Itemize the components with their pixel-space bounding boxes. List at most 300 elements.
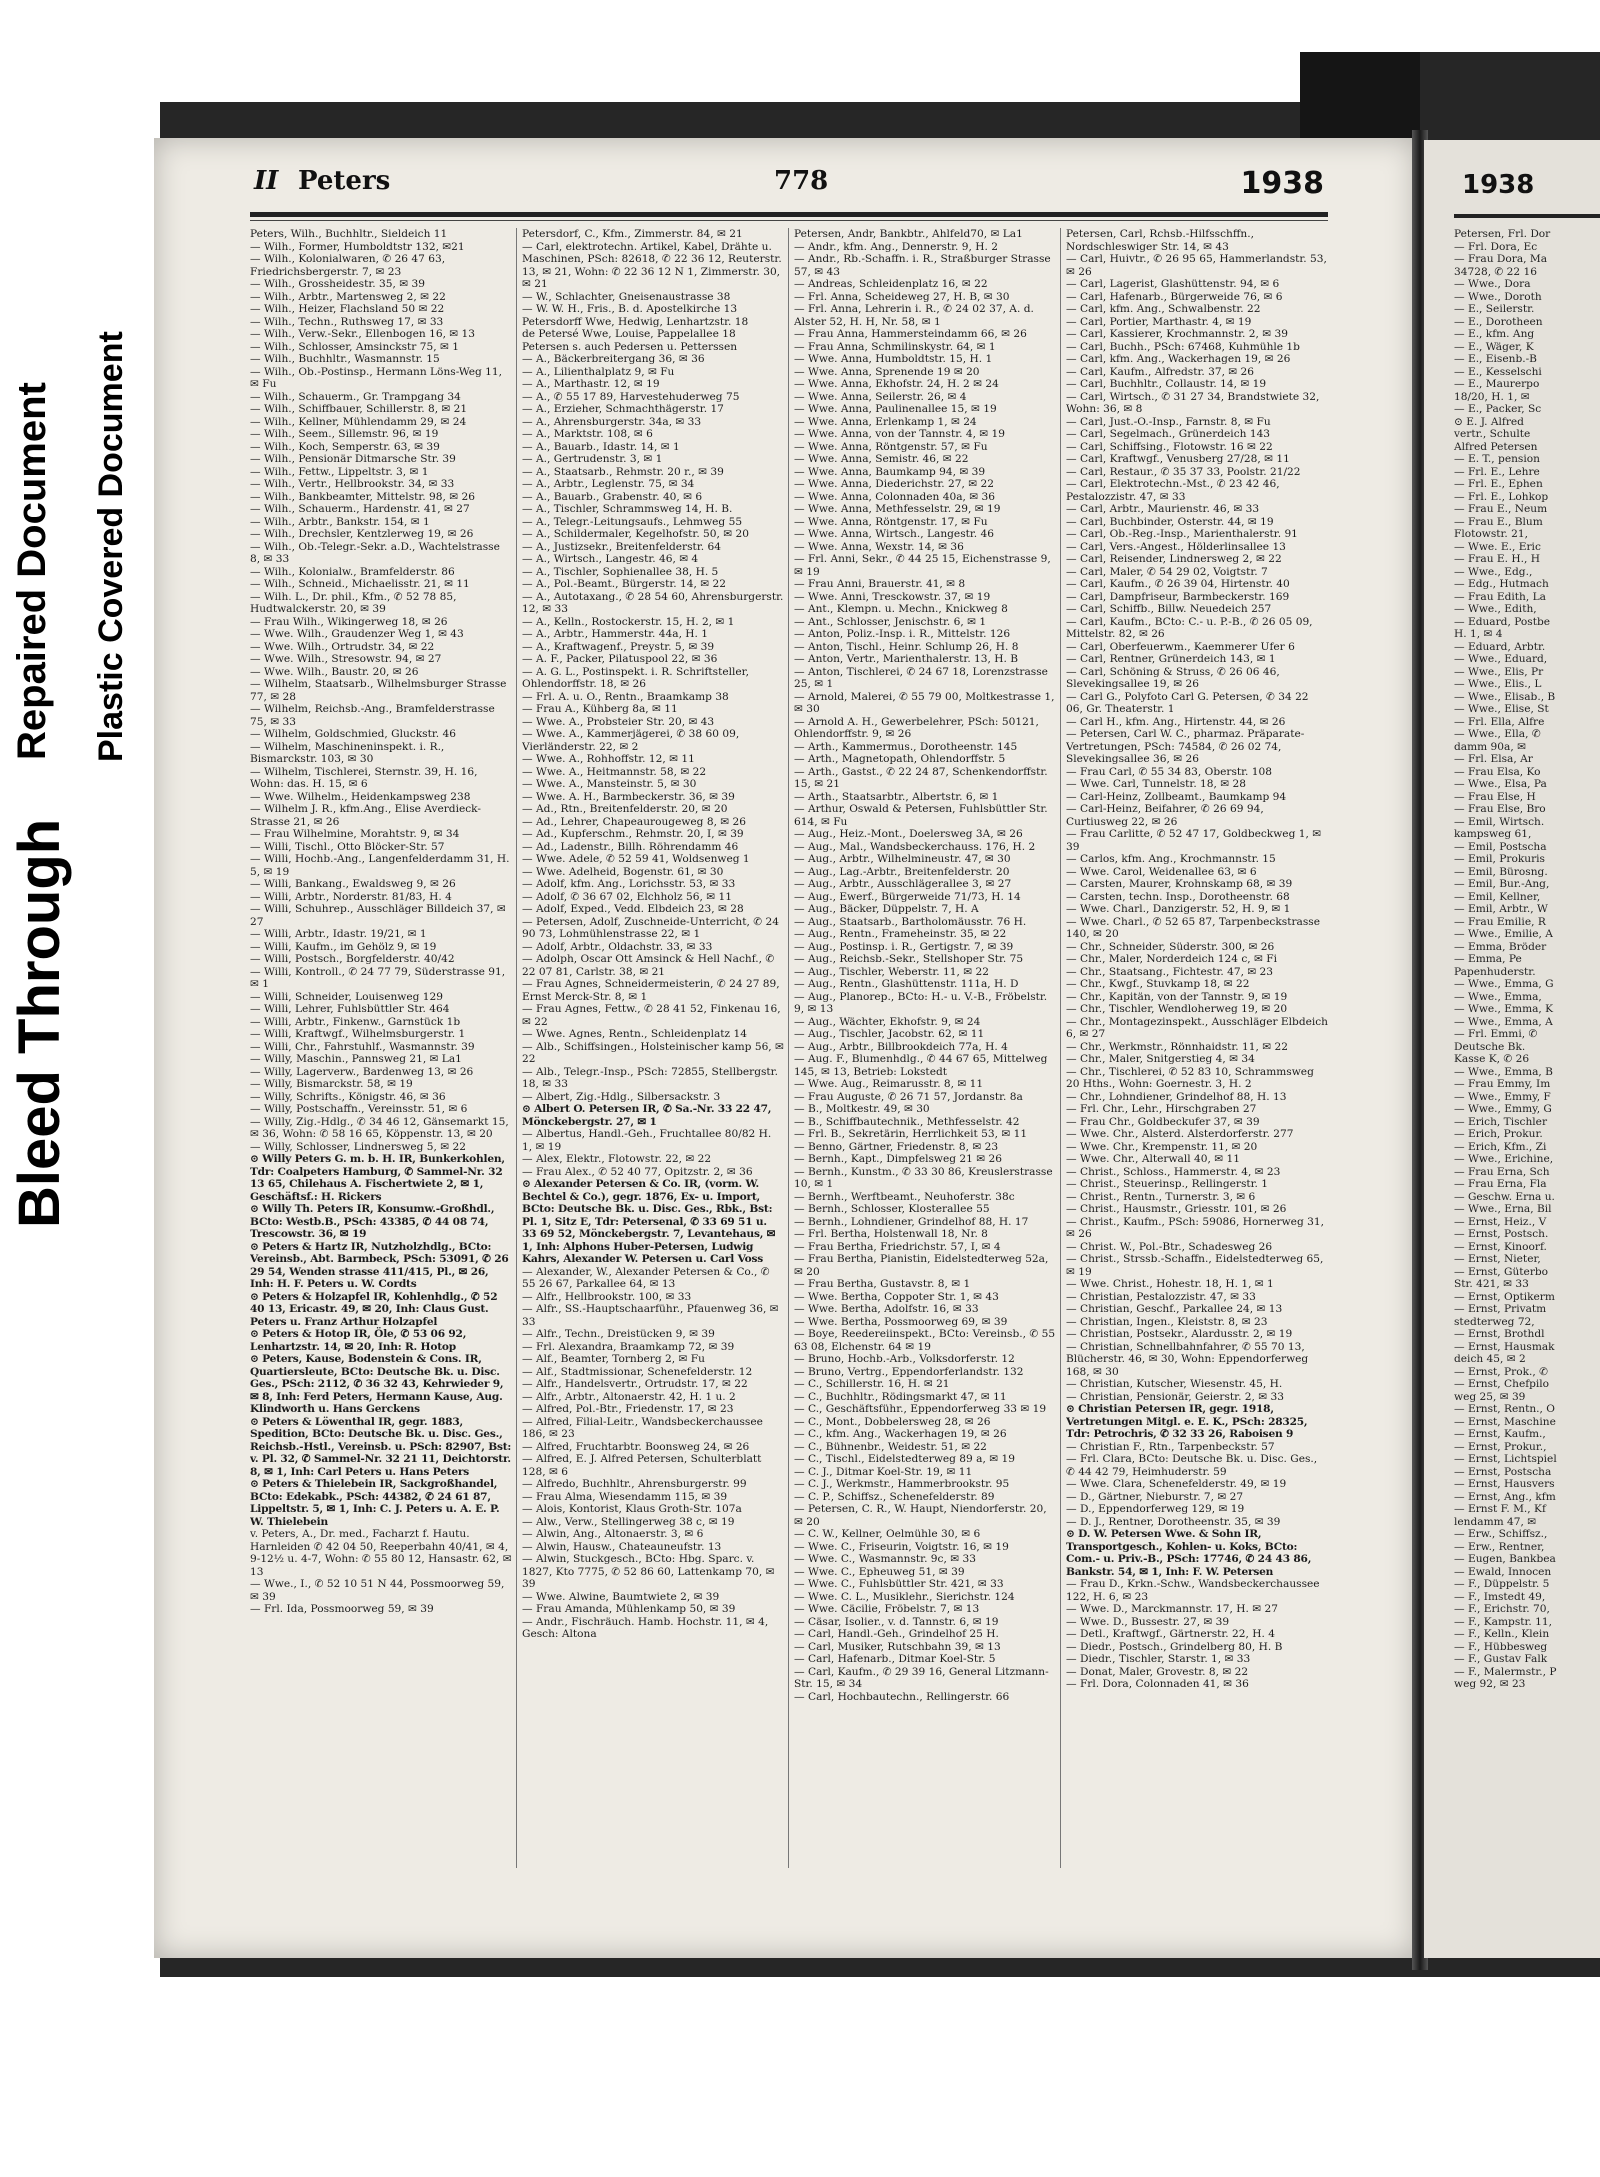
facing-page-entry: — Frau Elsa, Ko xyxy=(1454,765,1541,778)
directory-entry: — Aug., Bäcker, Düppelstr. 7, H. A xyxy=(794,903,979,915)
directory-entry: — Wwe. Wilhelm., Heidenkampsweg 238 xyxy=(250,790,471,803)
directory-entry: — Arthur, Oswald & Petersen, Fuhlsbüttler Str. 614, ✉ Fu xyxy=(794,803,1048,828)
directory-entry: — Carl, Hochbautechn., Rellingerstr. 66 xyxy=(794,1690,1010,1703)
facing-page-entry: — Frl. E., Lehre xyxy=(1454,465,1540,478)
facing-page-entry: — Wwe., Emmy, F xyxy=(1454,1090,1551,1103)
directory-entry: — Frau Agnes, Schneidermeisterin, ✆ 24 27 89, Ernst Merck-Str. 8, ✉ 1 xyxy=(522,978,780,1003)
column-divider xyxy=(788,228,789,1868)
facing-page-entry: — Erich, Kfm., Zi xyxy=(1454,1140,1547,1153)
directory-entry: — Alwin, Stuckgesch., BCto: Hbg. Sparc. v. 1827, Kto 7775, ✆ 52 86 60, Lattenkamp 70, ✉ 39 xyxy=(522,1553,775,1590)
directory-entry: — Carl, Hafenarb., Ditmar Koel-Str. 5 xyxy=(794,1653,996,1665)
directory-entry: — B., Moltkestr. 49, ✉ 30 xyxy=(794,1103,930,1115)
plastic-covered-label: Plastic Covered Document xyxy=(92,331,130,762)
directory-entry: — Chr., Schneider, Süderstr. 300, ✉ 26 xyxy=(1066,940,1275,953)
directory-entry: — Frau Wilh., Wikingerweg 18, ✉ 26 xyxy=(250,615,448,628)
directory-entry: — A. G. L., Postinspekt. i. R. Schriftsteller, Ohlendorffstr. 18, ✉ 26 xyxy=(522,665,749,690)
header-rule-thin xyxy=(250,220,1328,221)
facing-page-entry: — Ernst, Güterbo xyxy=(1454,1265,1549,1278)
directory-entry: Peters, Wilh., Buchhltr., Sieldeich 11 xyxy=(250,228,448,240)
directory-entry: — Wwe. Anna, von der Tannstr. 4, ✉ 19 xyxy=(794,428,1006,440)
column-1 xyxy=(250,228,512,1868)
directory-entry: — Christian, Kutscher, Wiesenstr. 45, H. xyxy=(1066,1378,1283,1390)
directory-entry: — Wwe. Anna, Erlenkamp 1, ✉ 24 xyxy=(794,415,977,428)
directory-entry: — Carlos, kfm. Ang., Krochmannstr. 15 xyxy=(1066,853,1276,865)
directory-entry: — Wilhelm J. R., kfm.Ang., Elise Averdieck-Strasse 21, ✉ 26 xyxy=(250,803,481,828)
directory-entry: — Carl, kfm. Ang., Schwalbenstr. 22 xyxy=(1066,303,1261,315)
section-number: II xyxy=(254,166,279,196)
directory-entry: — Wilh., Heizer, Flachsland 50 ✉ 22 xyxy=(250,303,445,315)
facing-page-entry: — Ernst, Chefpilo xyxy=(1454,1378,1550,1390)
directory-entry: — A., Schildermaler, Kegelhofstr. 50, ✉ 20 xyxy=(522,528,749,540)
facing-page-entry: Petersen, Frl. Dor xyxy=(1454,228,1551,240)
page-number: 778 xyxy=(774,166,829,196)
directory-entry: — A., Bauarb., Idastr. 14, ✉ 1 xyxy=(522,440,680,453)
facing-page-entry: — Wwe., Emma, G xyxy=(1454,978,1554,990)
facing-page-entry: — Ernst, Lichtspiel xyxy=(1454,1453,1557,1465)
directory-entry: — Wwe. Anna, Colonnaden 40a, ✉ 36 xyxy=(794,490,995,503)
directory-entry: — Arth., Kammermus., Dorotheenstr. 145 xyxy=(794,740,1018,753)
directory-entry: — Wilh., Arbtr., Bankstr. 154, ✉ 1 xyxy=(250,515,430,528)
directory-entry: — Anton, Poliz.-Insp. i. R., Mittelstr. 126 xyxy=(794,628,1011,640)
directory-entry: — Bernh., Kapt., Dimpfelsweg 21 ✉ 26 xyxy=(794,1153,1002,1165)
facing-page-entry: — Frl. Ella, Alfre xyxy=(1454,715,1545,728)
directory-entry: — A., Erzieher, Schmachthägerstr. 17 xyxy=(522,403,724,415)
facing-page-entry: — Frl. Elsa, Ar xyxy=(1454,753,1533,765)
directory-entry: — Chr., Tischlerei, ✆ 52 83 10, Schrammsweg 20 Hths., Wohn: Goernestr. 3, H. 2 xyxy=(1066,1065,1314,1090)
facing-page-entry: — Wwe., Dora xyxy=(1454,278,1531,290)
directory-entry: ⊙ Willy Peters G. m. b. H. IR, Bunkerkohlen, Tdr: Coalpeters Hamburg, ✆ Sammel-Nr. 32 13 65, Chilehaus A. Fischertwiete 2, ✉ 1, Geschäftsf.: H. Rickers xyxy=(250,1153,505,1203)
directory-entry: — Anton, Tischl., Heinr. Schlump 26, H. 8 xyxy=(794,640,1019,653)
directory-entry: — Andreas, Schleidenplatz 16, ✉ 22 xyxy=(794,278,988,290)
directory-entry: — Chr., Werkmstr., Rönnhaidstr. 11, ✉ 22 xyxy=(1066,1040,1288,1053)
directory-entry: — Wwe. A. H., Barmbeckerstr. 36, ✉ 39 xyxy=(522,790,735,803)
directory-entry: — Frau Bertha, Friedrichstr. 57, I, ✉ 4 xyxy=(794,1240,1001,1253)
directory-entry: — Wwe. Agnes, Rentn., Schleidenplatz 14 xyxy=(522,1028,747,1040)
directory-entry: — Wilh., Buchhltr., Wasmannstr. 15 xyxy=(250,353,440,365)
directory-entry: — Aug., Rentn., Glashüttenstr. 111a, H. D xyxy=(794,978,1019,990)
directory-entry: — Wwe. Adelheid, Bogenstr. 61, ✉ 30 xyxy=(522,865,724,878)
facing-page-entry: — Frl. Emmi, ✆ xyxy=(1454,1028,1538,1040)
directory-entry: — C., Buchhltr., Rödingsmarkt 47, ✉ 11 xyxy=(794,1390,1007,1403)
facing-page-entry: — Ernst, Postsch. xyxy=(1454,1228,1549,1240)
header-surname: Peters xyxy=(298,166,391,196)
facing-page-entry: stedterweg 72, xyxy=(1454,1315,1535,1328)
directory-entry: ⊙ Peters & Hartz IR, Nutzholzhdlg., BCto: Vereinsb., Abt. Barmbeck, PSch: 53091, ✆ 26 29 54, Wenden strasse 411/415, Pl., ✉ 26, Inh: H. F. Peters u. W. Cordts xyxy=(250,1240,509,1290)
directory-entry: — Aug., Arbtr., Ausschlägerallee 3, ✉ 27 xyxy=(794,878,1012,890)
directory-entry: — Alb., Telegr.-Insp., PSch: 72855, Stellbergstr. 18, ✉ 33 xyxy=(522,1065,778,1090)
directory-entry: — Willy, Lagerverw., Bardenweg 13, ✉ 26 xyxy=(250,1065,474,1078)
directory-entry: — Willi, Arbtr., Norderstr. 81/83, H. 4 xyxy=(250,890,452,903)
facing-page-entry: — Geschw. Erna u. xyxy=(1454,1190,1555,1203)
directory-entry: v. Peters, A., Dr. med., Facharzt f. Hautu. Harnleiden ✆ 42 04 50, Reeperbahn 40/41, ✉ 4, 9-12½ u. 4-7, Wohn: ✆ 55 80 12, Hansastr. 62, ✉ 13 xyxy=(250,1528,512,1578)
facing-page-entry: — Wwe., Edg., xyxy=(1454,565,1533,578)
directory-entry: — Willi, Kaufm., im Gehölz 9, ✉ 19 xyxy=(250,940,437,953)
facing-page-entry: — F., Imstedt 49, xyxy=(1454,1590,1546,1603)
directory-entry: — Carl, Reisender, Lindnersweg 2, ✉ 22 xyxy=(1066,553,1282,565)
facing-page-entry: — Emma, Bröder xyxy=(1454,940,1547,953)
directory-entry: — Chr., Tischler, Wendloherweg 19, ✉ 20 xyxy=(1066,1003,1288,1015)
directory-entry: — A., Arbtr., Leglenstr. 75, ✉ 34 xyxy=(522,478,695,490)
directory-entry: — Christ., Steuerinsp., Rellingerstr. 1 xyxy=(1066,1178,1269,1190)
facing-page-entry: — Ernst, Postscha xyxy=(1454,1465,1552,1478)
directory-entry: — Frl. Alexandra, Braamkamp 72, ✉ 39 xyxy=(522,1340,735,1353)
directory-entry: — Aug. F., Blumenhdlg., ✆ 44 67 65, Mittelweg 145, ✉ 13, Betrieb: Lokstedt xyxy=(794,1053,1048,1078)
facing-page-entry: — E., Seilerstr. xyxy=(1454,303,1535,315)
directory-entry: Petersen, Andr, Bankbtr., Ahlfeld70, ✉ La1 xyxy=(794,228,1023,240)
directory-entry: — Wwe. Anna, Röntgenstr. 57, ✉ Fu xyxy=(794,440,988,453)
facing-page-entry: — Ernst, Hausvers xyxy=(1454,1478,1555,1490)
directory-entry: — Frau Carlitte, ✆ 52 47 17, Goldbeckweg 1, ✉ 39 xyxy=(1066,828,1322,853)
directory-entry: — Carl, Huivtr., ✆ 26 95 65, Hammerlandstr. 53, ✉ 26 xyxy=(1066,253,1327,278)
facing-page-entry: — Frau Emmy, Im xyxy=(1454,1078,1551,1090)
directory-entry: — Alfred, Fruchtarbtr. Boonsweg 24, ✉ 26 xyxy=(522,1440,750,1453)
facing-page-entry: — Eduard, Postbe xyxy=(1454,615,1551,628)
directory-entry: — Willi, Postsch., Borgfelderstr. 40/42 xyxy=(250,953,455,965)
directory-entry: — Wilh., Seem., Sillemstr. 96, ✉ 19 xyxy=(250,428,439,440)
facing-page-entry: deich 45, ✉ 2 xyxy=(1454,1353,1526,1365)
directory-entry: — Willi, Kontroll., ✆ 24 77 79, Süderstrasse 91, ✉ 1 xyxy=(250,965,506,990)
directory-entry: — Diedr., Postsch., Grindelberg 80, H. B xyxy=(1066,1640,1283,1653)
facing-page-entry: — E. T., pension xyxy=(1454,453,1540,465)
scan-top-margin xyxy=(160,52,1300,102)
facing-page-entry: — Ernst, Prokur., xyxy=(1454,1440,1547,1453)
facing-page-entry: 34728, ✆ 22 16 xyxy=(1454,265,1538,278)
facing-page-entry: — E., Wäger, K xyxy=(1454,340,1534,353)
column-2 xyxy=(522,228,784,1868)
directory-entry: — Christian, Pestalozzistr. 47, ✉ 33 xyxy=(1066,1290,1256,1303)
directory-entry: — Alw., Verw., Stellingerweg 38 c, ✉ 19 xyxy=(522,1515,735,1528)
directory-entry: — Willi, Hochb.-Ang., Langenfelderdamm 31, H. 5, ✉ 19 xyxy=(250,853,510,878)
directory-entry: — A., Kelln., Rostockerstr. 15, H. 2, ✉ 1 xyxy=(522,615,735,628)
facing-page-entry: — Ewald, Innocen xyxy=(1454,1565,1552,1578)
directory-entry: — Wwe. Charl., Danzigerstr. 52, H. 9, ✉ 1 xyxy=(1066,903,1291,915)
column-divider xyxy=(1060,228,1061,1868)
directory-entry: — Frau Bertha, Gustavstr. 8, ✉ 1 xyxy=(794,1278,971,1290)
facing-page-entry: — Wwe., Emma, K xyxy=(1454,1003,1554,1015)
facing-page-entry: — F., Gustav Falk xyxy=(1454,1653,1548,1665)
directory-entry: — Aug., Arbtr., Wilhelmineustr. 47, ✉ 30 xyxy=(794,853,1011,865)
directory-entry: — Wwe. Clara, Schenefelderstr. 49, ✉ 19 xyxy=(1066,1478,1287,1490)
facing-page-entry: kampsweg 61, xyxy=(1454,828,1532,840)
facing-page-entry: vertr., Schulte xyxy=(1454,428,1531,440)
facing-page-entry: — Frau Erna, Sch xyxy=(1454,1165,1550,1178)
directory-entry: — Aug., Tischler, Weberstr. 11, ✉ 22 xyxy=(794,965,989,978)
directory-entry: — A., Autotaxang., ✆ 28 54 60, Ahrensburgerstr. 12, ✉ 33 xyxy=(522,590,784,615)
directory-entry: — Willi, Schneider, Louisenweg 129 xyxy=(250,990,443,1003)
directory-entry: — A. F., Packer, Pilatuspool 22, ✉ 36 xyxy=(522,653,718,665)
directory-entry: — C., Tischl., Eidelstedterweg 89 a, ✉ 19 xyxy=(794,1453,1015,1465)
directory-entry: — C. W., Kellner, Oelmühle 30, ✉ 6 xyxy=(794,1528,981,1540)
facing-page-entry: — Ernst, Maschine xyxy=(1454,1415,1556,1428)
directory-entry: ⊙ D. W. Petersen Wwe. & Sohn IR, Transportgesch., Kohlen- u. Koks, BCto: Com.- u. Priv.-B., PSch: 17746, ✆ 24 43 86, Bankstr. 54, ✉ 1, Inh: F. W. Petersen xyxy=(1066,1528,1312,1578)
directory-entry: — Frau D., Krkn.-Schw., Wandsbeckerchaussee 122, H. 6, ✉ 23 xyxy=(1066,1578,1320,1603)
facing-page-entry: — F., Düppelstr. 5 xyxy=(1454,1578,1550,1590)
directory-entry: — C., Geschäftsführ., Eppendorferweg 33 ✉ 19 xyxy=(794,1403,1047,1415)
directory-entry: — Bernh., Kunstm., ✆ 33 30 86, Kreuslerstrasse 10, ✉ 1 xyxy=(794,1165,1053,1190)
directory-entry: — Aug., Tischler, Jacobstr. 62, ✉ 11 xyxy=(794,1028,985,1040)
facing-page-entry: — Wwe., Elis, Pr xyxy=(1454,665,1544,678)
directory-entry: — Aug., Heiz.-Mont., Doelersweg 3A, ✉ 26 xyxy=(794,828,1023,840)
directory-entry: — Alfred, Filial-Leitr., Wandsbeckerchaussee 186, ✉ 23 xyxy=(522,1415,763,1440)
directory-entry: — Carl, Dampfriseur, Barmbeckerstr. 169 xyxy=(1066,590,1290,603)
directory-entry: — Alfr., Handelsvertr., Ortrudstr. 17, ✉ 22 xyxy=(522,1378,748,1390)
facing-page-entry: — E., kfm. Ang xyxy=(1454,328,1535,340)
directory-entry: — Christ., Hausmstr., Griesstr. 101, ✉ 26 xyxy=(1066,1203,1287,1215)
directory-entry: — D., Gärtner, Nieburstr. 7, ✉ 27 xyxy=(1066,1490,1244,1503)
directory-entry: — Wwe. Christ., Hohestr. 18, H. 1, ✉ 1 xyxy=(1066,1278,1274,1290)
directory-entry: — Ad., Ladenstr., Billh. Röhrendamm 46 xyxy=(522,840,739,853)
facing-page-entry: — E., Packer, Sc xyxy=(1454,403,1542,415)
facing-page-entry: — Ernst, Heiz., V xyxy=(1454,1215,1547,1228)
directory-entry: — Wwe. Wilh., Graudenzer Weg 1, ✉ 43 xyxy=(250,628,464,640)
directory-entry: ⊙ Peters & Thielebein IR, Sackgroßhandel, BCto: Edekabk., PSch: 44382, ✆ 24 61 87, Lippeltstr. 5, ✉ 1, Inh: C. J. Peters u. A. E. P. W. Thielebein xyxy=(250,1478,500,1528)
facing-page-entry: — Wwe. E., Eric xyxy=(1454,540,1541,553)
directory-entry: — Frl. B., Sekretärin, Herrlichkeit 53, ✉ 11 xyxy=(794,1128,1028,1140)
column-4 xyxy=(1066,228,1328,1868)
directory-entry: — D., Eppendorferweg 129, ✉ 19 xyxy=(1066,1503,1245,1515)
directory-entry: — Willi, Schuhrep., Ausschläger Billdeich 37, ✉ 27 xyxy=(250,903,506,928)
directory-entry: — Donat, Maler, Grovestr. 8, ✉ 22 xyxy=(1066,1665,1249,1678)
directory-entry: — Alf., Beamter, Tornberg 2, ✉ Fu xyxy=(522,1353,705,1365)
directory-entry: — Wwe. Aug., Reimarusstr. 8, ✉ 11 xyxy=(794,1078,984,1090)
directory-entry: — Wilh. L., Dr. phil., Kfm., ✆ 52 78 85, Hudtwalckerstr. 20, ✉ 39 xyxy=(250,590,457,615)
directory-entry: — Wwe. Anna, Paulinenallee 15, ✉ 19 xyxy=(794,403,997,415)
directory-entry: — Alexander, W., Alexander Petersen & Co., ✆ 55 26 67, Parkallee 64, ✉ 13 xyxy=(522,1265,770,1290)
facing-page-entry: — Frau E. H., H xyxy=(1454,553,1540,565)
directory-entry: — Frau Agnes, Fettw., ✆ 28 41 52, Finkenau 16, ✉ 22 xyxy=(522,1003,781,1028)
facing-page-entry: — Erw., Schiffsz., xyxy=(1454,1528,1548,1540)
directory-entry: — Wilh., Techn., Ruthsweg 17, ✉ 33 xyxy=(250,315,444,328)
column-3 xyxy=(794,228,1056,1868)
directory-entry: ⊙ Christian Petersen IR, gegr. 1918, Vertretungen Mitgl. e. E. K., PSch: 28325, Tdr: Petrochris, ✆ 32 33 26, Raboisen 9 xyxy=(1066,1403,1308,1440)
directory-entry: — Arth., Gastst., ✆ 22 24 87, Schenkendorffstr. 15, ✉ 21 xyxy=(794,765,1048,790)
directory-entry: — Frau A., Kühberg 8a, ✉ 11 xyxy=(522,703,678,715)
page-header xyxy=(254,166,1324,212)
directory-entry: — Frl. A. u. O., Rentn., Braamkamp 38 xyxy=(522,690,729,703)
directory-entry: — Petersen, Adolf, Zuschneide-Unterricht, ✆ 24 90 73, Lohmühlenstrasse 22, ✉ 1 xyxy=(522,915,779,940)
facing-page-entry: — Ernst, Ang., kfm xyxy=(1454,1490,1556,1503)
directory-entry: — Frl. Anna, Lehrerin i. R., ✆ 24 02 37, A. d. Alster 52, H. H, Nr. 58, ✉ 1 xyxy=(794,303,1034,328)
directory-entry: — Frl. Clara, BCto: Deutsche Bk. u. Disc. Ges., ✆ 44 42 79, Heimhuderstr. 59 xyxy=(1066,1453,1318,1478)
directory-entry: — Frau Anna, Hammersteindamm 66, ✉ 26 xyxy=(794,328,1027,340)
directory-entry: — Wilh., Schauerm., Hardenstr. 41, ✉ 27 xyxy=(250,503,470,515)
facing-page-entry: — Ernst, Nieter, xyxy=(1454,1253,1541,1265)
directory-entry: — Arth., Magnetopath, Ohlendorffstr. 5 xyxy=(794,753,1006,765)
facing-page-entry: — Frau Else, H xyxy=(1454,790,1536,803)
directory-page xyxy=(154,138,1416,1958)
directory-entry: — Frau Bertha, Pianistin, Eidelstedterweg 52a, ✉ 20 xyxy=(794,1253,1049,1278)
directory-entry: — Wilh., Kolonialw., Bramfelderstr. 86 xyxy=(250,565,455,578)
directory-entry: Petersdorf, C., Kfm., Zimmerstr. 84, ✉ 21 xyxy=(522,228,743,240)
directory-entry: — A., Telegr.-Leitungsaufs., Lehmweg 55 xyxy=(522,515,743,528)
directory-entry: — Wilh., Former, Humboldtstr 132, ✉21 xyxy=(250,240,465,253)
directory-entry: — Cäsar, Isolier., v. d. Tannstr. 6, ✉ 19 xyxy=(794,1615,999,1628)
directory-columns xyxy=(250,228,1330,1868)
directory-entry: de Petersé Wwe, Louise, Pappelallee 18 xyxy=(522,328,736,340)
annotation-labels xyxy=(0,0,160,1230)
facing-page-rule xyxy=(1454,214,1600,218)
directory-entry: — Alfr., SS.-Hauptschaarführ., Pfauenweg 36, ✉ 33 xyxy=(522,1303,779,1328)
facing-page-entry: lendamm 47, ✉ xyxy=(1454,1515,1537,1528)
directory-entry: — Chr., Kwgf., Stuvkamp 18, ✉ 22 xyxy=(1066,978,1250,990)
directory-entry: — Chr., Staatsang., Fichtestr. 47, ✉ 23 xyxy=(1066,965,1274,978)
directory-entry: ⊙ Peters, Kause, Bodenstein & Cons. IR, Quartiersleute, BCto: Deutsche Bk. u. Disc. Ges., PSch: 2112, ✆ 36 32 43, Kehrwieder 9, ✉ 8, Inh: Ferd Peters, Hermann Kause, Aug. Klindworth u. Hans Gerckens xyxy=(250,1353,504,1415)
directory-entry: — Wilhelm, Reichsb.-Ang., Bramfelderstrasse 75, ✉ 33 xyxy=(250,703,495,728)
directory-entry: — Chr., Kapitän, von der Tannstr. 9, ✉ 19 xyxy=(1066,990,1288,1003)
directory-entry: — Frl. Anna, Scheideweg 27, H. B, ✉ 30 xyxy=(794,290,1010,303)
directory-entry: — Carl, Hafenarb., Bürgerweide 76, ✉ 6 xyxy=(1066,290,1283,303)
directory-entry: — Aug., Postinsp. i. R., Gertigstr. 7, ✉ 39 xyxy=(794,940,1014,953)
facing-page-entry: — Ernst, Optikerm xyxy=(1454,1290,1555,1303)
facing-page-entry: Kasse K, ✆ 26 xyxy=(1454,1053,1530,1065)
facing-page-entry: — Emil, Prokuris xyxy=(1454,853,1545,865)
directory-entry: — A., Marthastr. 12, ✉ 19 xyxy=(522,378,660,390)
directory-entry: — Wwe. Anna, Wexstr. 14, ✉ 36 xyxy=(794,540,964,553)
directory-entry: — Wwe. Anna, Wirtsch., Langestr. 46 xyxy=(794,528,995,540)
directory-entry: — Wwe. C. L., Musiklehr., Sierichstr. 124 xyxy=(794,1590,1015,1603)
facing-page-entry: — Frl. Dora, Ec xyxy=(1454,240,1538,253)
directory-entry: Petersen s. auch Pedersen u. Petterssen xyxy=(522,340,738,353)
directory-entry: — Wilh., Schiffbauer, Schillerstr. 8, ✉ 21 xyxy=(250,403,468,415)
directory-entry: — Wilh., Drechsler, Kentzlerweg 19, ✉ 26 xyxy=(250,528,474,540)
directory-entry: — Christian, Geschf., Parkallee 24, ✉ 13 xyxy=(1066,1303,1283,1315)
facing-page-entry: — Emil, Arbtr., W xyxy=(1454,903,1548,915)
directory-entry: — Frl. Dora, Colonnaden 41, ✉ 36 xyxy=(1066,1678,1249,1690)
directory-entry: — Wwe. Carl, Tunnelstr. 18, ✉ 28 xyxy=(1066,778,1246,790)
directory-entry: — Wwe. C., Wasmannstr. 9c, ✉ 33 xyxy=(794,1553,976,1565)
directory-entry: — Wilhelm, Tischlerei, Sternstr. 39, H. 16, Wohn: das. H. 15, ✉ 6 xyxy=(250,765,478,790)
facing-page-entry: — Eduard, Arbtr. xyxy=(1454,640,1546,653)
directory-entry: — Alfredo, Buchhltr., Ahrensburgerstr. 99 xyxy=(522,1478,747,1490)
directory-entry: — C., Schillerstr. 16, H. ✉ 21 xyxy=(794,1378,950,1390)
directory-entry: — Willy, Bismarckstr. 58, ✉ 19 xyxy=(250,1078,413,1090)
facing-page-entry: — F., Malermstr., P xyxy=(1454,1665,1557,1678)
directory-entry: — Wilh., Ob.-Telegr.-Sekr. a.D., Wachtelstrasse 8, ✉ 33 xyxy=(250,540,500,565)
directory-entry: — Petersen, Carl W. C., pharmaz. Präparate-Vertretungen, PSch: 74584, ✆ 26 02 74, Slevekingsallee 36, ✉ 26 xyxy=(1066,728,1305,765)
directory-entry: — Alois, Kontorist, Klaus Groth-Str. 107a xyxy=(522,1503,742,1515)
directory-entry: — Christ., Kaufm., PSch: 59086, Hornerweg 31, ✉ 26 xyxy=(1066,1215,1324,1240)
directory-entry: — Wilh., Bankbeamter, Mittelstr. 98, ✉ 26 xyxy=(250,490,475,503)
directory-entry: — Boye, Reedereiinspekt., BCto: Vereinsb., ✆ 55 63 08, Elchenstr. 64 ✉ 19 xyxy=(794,1328,1056,1353)
directory-entry: — Albert, Zig.-Hdlg., Silbersackstr. 3 xyxy=(522,1090,721,1103)
directory-entry: — Bernh., Werftbeamt., Neuhoferstr. 38c xyxy=(794,1190,1015,1203)
directory-entry: — Alb., Schiffsingen., Holsteinischer kamp 56, ✉ 22 xyxy=(522,1040,784,1065)
directory-entry: — Carl, Just.-O.-Insp., Farnstr. 8, ✉ Fu xyxy=(1066,415,1271,428)
facing-page-entry: H. 1, ✉ 4 xyxy=(1454,628,1503,640)
directory-entry: — Carl, Oberfeuerwm., Kaemmerer Ufer 6 xyxy=(1066,640,1295,653)
directory-entry: — Chr., Lohndiener, Grindelhof 88, H. 13 xyxy=(1066,1090,1287,1103)
directory-entry: — Wilh., Grossheidestr. 35, ✉ 39 xyxy=(250,278,425,290)
directory-entry: — Carl H., kfm. Ang., Hirtenstr. 44, ✉ 26 xyxy=(1066,715,1286,728)
directory-entry: — Wwe. Bertha, Possmoorweg 69, ✉ 39 xyxy=(794,1315,1008,1328)
facing-page-fragment xyxy=(1424,140,1600,1958)
directory-entry: — Wwe. Anna, Ekhofstr. 24, H. 2 ✉ 24 xyxy=(794,378,999,390)
directory-entry: ⊙ Peters & Hotop IR, Öle, ✆ 53 06 92, Lenhartzstr. 14, ✉ 20, Inh: R. Hotop xyxy=(250,1328,467,1353)
directory-entry: — Wilh., Arbtr., Martensweg 2, ✉ 22 xyxy=(250,290,446,303)
directory-entry: — Wwe. Anni, Tresckowstr. 37, ✉ 19 xyxy=(794,590,991,603)
directory-entry: — Wilh., Ob.-Postinsp., Hermann Löns-Weg 11, ✉ Fu xyxy=(250,365,502,390)
facing-page-entry: — Frl. E., Lohkop xyxy=(1454,490,1549,503)
facing-page-entry: — Ernst, Brothdl xyxy=(1454,1328,1545,1340)
facing-page-entry: — Wwe., Edith, xyxy=(1454,603,1537,615)
directory-entry: — Aug., Staatsarb., Bartholomäusstr. 76 H. xyxy=(794,915,1027,928)
directory-entry: — Wwe. D., Bussestr. 27, ✉ 39 xyxy=(1066,1615,1230,1628)
directory-entry: — Bernh., Schlosser, Klosterallee 55 xyxy=(794,1203,990,1215)
directory-entry: — Frau Anni, Brauerstr. 41, ✉ 8 xyxy=(794,578,966,590)
directory-entry: — Christ., Strssb.-Schaffn., Eidelstedterweg 65, ✉ 19 xyxy=(1066,1253,1324,1278)
facing-page-entry: — F., Kelln., Klein xyxy=(1454,1628,1550,1640)
directory-entry: — Carl, Vers.-Angest., Hölderlinsallee 13 xyxy=(1066,540,1286,553)
directory-entry: — Alfred, E. J. Alfred Petersen, Schulterblatt 128, ✉ 6 xyxy=(522,1453,762,1478)
directory-entry: — A., Gertrudenstr. 3, ✉ 1 xyxy=(522,453,663,465)
directory-entry: — Anton, Tischlerei, ✆ 24 67 18, Lorenzstrasse 25, ✉ 1 xyxy=(794,665,1048,690)
directory-entry: — Arnold, Malerei, ✆ 55 79 00, Moltkestrasse 1, ✉ 30 xyxy=(794,690,1055,715)
facing-page-entry: — Wwe., Emma, A xyxy=(1454,1015,1553,1028)
directory-entry: ⊙ Peters & Holzapfel IR, Kohlenhdlg., ✆ 52 40 13, Ericastr. 49, ✉ 20, Inh: Claus Gust. Peters u. Franz Arthur Holzapfel xyxy=(250,1290,498,1328)
directory-entry: — Frau Chr., Goldbeckufer 37, ✉ 39 xyxy=(1066,1115,1260,1128)
directory-entry: — Wilhelm, Staatsarb., Wilhelmsburger Strasse 77, ✉ 28 xyxy=(250,678,507,703)
directory-entry: — A., Bauarb., Grabenstr. 40, ✉ 6 xyxy=(522,490,703,503)
directory-entry: — Willi, Kraftwgf., Wilhelmsburgerstr. 1 xyxy=(250,1028,466,1040)
directory-entry: — Chr., Maler, Snitgerstieg 4, ✉ 34 xyxy=(1066,1053,1255,1065)
facing-page-entry: — Erich, Tischler xyxy=(1454,1115,1548,1128)
directory-entry: — Aug., Planorep., BCto: H.- u. V.-B., Fröbelstr. 9, ✉ 13 xyxy=(794,990,1048,1015)
directory-entry: — Ant., Schlosser, Jenischstr. 6, ✉ 1 xyxy=(794,615,987,628)
directory-entry: — Wilh., Kellner, Mühlendamm 29, ✉ 24 xyxy=(250,415,467,428)
facing-page-entry: weg 25, ✉ 39 xyxy=(1454,1390,1526,1403)
facing-page-entry: — Emil, Wirtsch. xyxy=(1454,815,1545,828)
directory-entry: — Wilh., Koch, Semperstr. 63, ✉ 39 xyxy=(250,440,440,453)
directory-entry: — Wwe. Alwine, Baumtwiete 2, ✉ 39 xyxy=(522,1590,720,1603)
facing-page-entry: — Wwe., Emma, xyxy=(1454,990,1542,1003)
directory-entry: — A., Kraftwagenf., Preystr. 5, ✉ 39 xyxy=(522,640,715,653)
header-year: 1938 xyxy=(1240,166,1324,201)
directory-entry: — Carl-Heinz, Zollbeamt., Baumkamp 94 xyxy=(1066,790,1287,803)
directory-entry: — C., kfm. Ang., Wackerhagen 19, ✉ 26 xyxy=(794,1428,1007,1440)
facing-page-entry: — Emil, Kellner, xyxy=(1454,890,1541,903)
directory-entry: — Aug., Arbtr., Billbrookdeich 77a, H. 4 xyxy=(794,1040,1008,1053)
directory-entry: — C., Mont., Dobbelersweg 28, ✉ 26 xyxy=(794,1415,991,1428)
directory-entry: — Carl, Maler, ✆ 54 29 02, Voigtstr. 7 xyxy=(1066,565,1268,578)
directory-entry: — Wwe. Anna, Humboldtstr. 15, H. 1 xyxy=(794,353,993,365)
directory-entry: — W., Schlachter, Gneisenaustrasse 38 xyxy=(522,290,731,303)
directory-entry: — W. W. H., Fris., B. d. Apostelkirche 13 xyxy=(522,303,738,315)
directory-entry: — Carl, Restaur., ✆ 35 37 33, Poolstr. 21/22 xyxy=(1066,465,1301,478)
directory-entry: — Wwe. Anna, Röntgenstr. 17, ✉ Fu xyxy=(794,515,988,528)
directory-entry: ⊙ Albert O. Petersen IR, ✆ Sa.-Nr. 33 22 47, Mönckebergstr. 27, ✉ 1 xyxy=(522,1103,772,1128)
directory-entry: — Willy, Schlosser, Lindnersweg 5, ✉ 22 xyxy=(250,1140,467,1153)
facing-page-entry: damm 90a, ✉ xyxy=(1454,740,1526,753)
directory-entry: — Wilh., Vertr., Hellbrookstr. 34, ✉ 33 xyxy=(250,478,455,490)
directory-entry: — Carl, Schiffb., Billw. Neuedeich 257 xyxy=(1066,603,1272,615)
directory-entry: — Wwe. Anna, Sprenende 19 ✉ 20 xyxy=(794,365,980,378)
directory-entry: — Wilhelm, Goldschmied, Gluckstr. 46 xyxy=(250,728,456,740)
directory-entry: — Christ., Rentn., Turnerstr. 3, ✉ 6 xyxy=(1066,1190,1256,1203)
directory-entry: — Wwe. C., Fuhlsbüttler Str. 421, ✉ 33 xyxy=(794,1578,1004,1590)
facing-page-entry: — Frl. E., Ephen xyxy=(1454,478,1543,490)
directory-entry: — Wwe. Cäcilie, Fröbelstr. 7, ✉ 13 xyxy=(794,1603,980,1615)
directory-entry: — Adolf, ✆ 36 67 02, Elchholz 56, ✉ 11 xyxy=(522,890,732,903)
facing-page-entry: — Frau Emilie, R xyxy=(1454,915,1546,928)
directory-entry: — Willi, Arbtr., Finkenw., Garnstück 1b xyxy=(250,1015,461,1028)
directory-entry: — Carl, Kaufm., ✆ 29 39 16, General Litzmann-Str. 15, ✉ 34 xyxy=(794,1665,1049,1690)
directory-entry: — Aug., Reichsb.-Sekr., Stellshoper Str. 75 xyxy=(794,953,1024,965)
directory-entry: — C. J., Werkmstr., Hammerbrookstr. 95 xyxy=(794,1478,1010,1490)
directory-entry: — Ant., Klempn. u. Mechn., Knickweg 8 xyxy=(794,603,1008,615)
facing-page-entry: — Frau Else, Bro xyxy=(1454,803,1546,815)
directory-entry: — Ad., Rtn., Breitenfelderstr. 20, ✉ 20 xyxy=(522,803,728,815)
facing-page-entry: — Ernst, Privatm xyxy=(1454,1303,1547,1315)
